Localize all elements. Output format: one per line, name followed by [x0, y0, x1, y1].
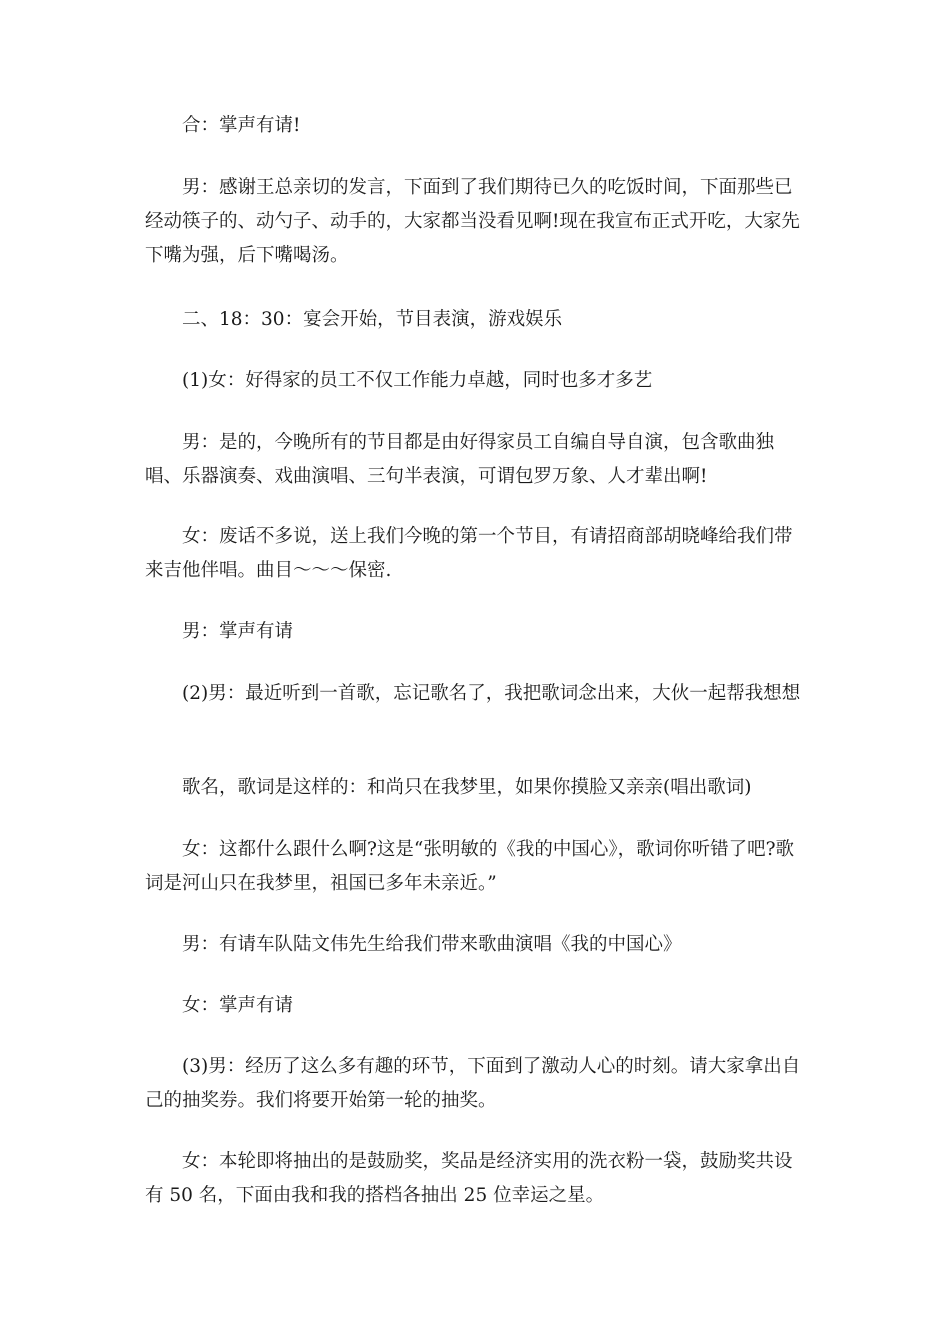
paragraph-7: 男：掌声有请	[182, 621, 294, 642]
paragraph-6: 女：废话不多说，送上我们今晚的第一个节目，有请招商部胡晓峰给我们带来吉他伴唱。曲目～～～保密.	[145, 526, 793, 581]
paragraph-2: 男：感谢王总亲切的发言，下面到了我们期待已久的吃饭时间，下面那些已经动筷子的、动勺子、动手的，大家都当没看见啊!现在我宣布正式开吃，大家先下嘴为强，后下嘴喝汤。	[145, 177, 800, 266]
paragraph-14: 女：本轮即将抽出的是鼓励奖，奖品是经济实用的洗衣粉一袋，鼓励奖共设有 50 名，下面由我和我的搭档各抽出 25 位幸运之星。	[145, 1151, 793, 1206]
paragraph-8: (2)男：最近听到一首歌，忘记歌名了，我把歌词念出来，大伙一起帮我想想	[182, 683, 801, 704]
paragraph-3: 二、18：30：宴会开始，节目表演，游戏娱乐	[182, 309, 563, 330]
paragraph-13: (3)男：经历了这么多有趣的环节，下面到了激动人心的时刻。请大家拿出自己的抽奖券。我们将要开始第一轮的抽奖。	[145, 1056, 801, 1111]
paragraph-5: 男：是的，今晚所有的节目都是由好得家员工自编自导自演，包含歌曲独唱、乐器演奏、戏曲演唱、三句半表演，可谓包罗万象、人才辈出啊!	[145, 432, 775, 487]
paragraph-4: (1)女：好得家的员工不仅工作能力卓越，同时也多才多艺	[182, 370, 653, 391]
paragraph-1: 合：掌声有请!	[182, 115, 301, 136]
paragraph-9: 歌名，歌词是这样的：和尚只在我梦里，如果你摸脸又亲亲(唱出歌词)	[182, 777, 752, 798]
paragraph-11: 男：有请车队陆文伟先生给我们带来歌曲演唱《我的中国心》	[182, 934, 682, 955]
paragraph-10: 女：这都什么跟什么啊?这是“张明敏的《我的中国心》，歌词你听错了吧?歌词是河山只在我梦里，祖国已多年未亲近。”	[145, 839, 795, 894]
paragraph-12: 女：掌声有请	[182, 995, 294, 1016]
